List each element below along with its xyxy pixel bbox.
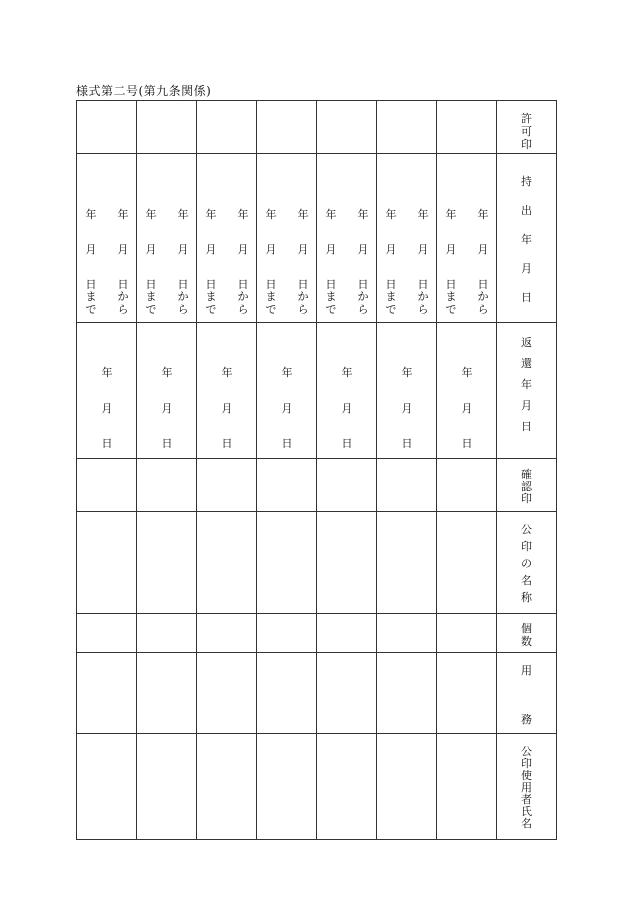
seal-name-entry-cell[interactable]: [437, 512, 497, 614]
purpose-entry-cell[interactable]: [77, 653, 137, 734]
until-day-label: 日 ま で: [325, 278, 337, 316]
start-year-label: 年: [325, 208, 337, 221]
count-label: 個 数: [521, 622, 532, 648]
return-month-label: 月: [461, 402, 473, 415]
until-day-label: 日 ま で: [85, 278, 97, 316]
user-name-entry-cell[interactable]: [77, 734, 137, 840]
return-day-label: 日: [281, 437, 293, 450]
form-row-permit-seal: [77, 101, 557, 154]
confirm-seal-entry-cell[interactable]: [437, 459, 497, 512]
permit-seal-entry-cell[interactable]: [197, 101, 257, 154]
start-year-label: 年: [85, 208, 97, 221]
return-date-entry-cell[interactable]: [77, 323, 137, 459]
return-date-label: 返 還 年 月 日: [521, 336, 532, 433]
takeout-date-entry-cell[interactable]: [137, 154, 197, 323]
row-header-purpose: [497, 653, 557, 734]
row-header-permit-seal: [497, 101, 557, 154]
takeout-date-entry-cell[interactable]: [317, 154, 377, 323]
return-month-label: 月: [101, 402, 113, 415]
start-month-label: 月: [325, 243, 337, 256]
user-name-entry-cell[interactable]: [377, 734, 437, 840]
until-day-label: 日 ま で: [445, 278, 457, 316]
return-year-label: 年: [221, 366, 233, 379]
start-year-label: 年: [265, 208, 277, 221]
return-year-label: 年: [161, 366, 173, 379]
count-entry-cell[interactable]: [317, 614, 377, 653]
end-month-label: 月: [357, 243, 369, 256]
seal-name-entry-cell[interactable]: [197, 512, 257, 614]
from-day-label: 日 か ら: [117, 278, 129, 316]
end-year-label: 年: [237, 208, 249, 221]
permit-seal-entry-cell[interactable]: [137, 101, 197, 154]
user-name-entry-cell[interactable]: [437, 734, 497, 840]
return-day-label: 日: [221, 437, 233, 450]
permit-seal-entry-cell[interactable]: [257, 101, 317, 154]
confirm-seal-entry-cell[interactable]: [317, 459, 377, 512]
takeout-date-entry-cell[interactable]: [197, 154, 257, 323]
return-month-label: 月: [401, 402, 413, 415]
count-entry-cell[interactable]: [197, 614, 257, 653]
start-year-label: 年: [205, 208, 217, 221]
start-month-label: 月: [385, 243, 397, 256]
return-year-label: 年: [341, 366, 353, 379]
takeout-date-entry-cell[interactable]: [437, 154, 497, 323]
end-month-label: 月: [237, 243, 249, 256]
confirm-seal-label: 確 認 印: [521, 468, 532, 505]
purpose-entry-cell[interactable]: [317, 653, 377, 734]
takeout-date-entry-cell[interactable]: [77, 154, 137, 323]
count-entry-cell[interactable]: [137, 614, 197, 653]
count-entry-cell[interactable]: [77, 614, 137, 653]
seal-name-entry-cell[interactable]: [77, 512, 137, 614]
return-date-entry-cell[interactable]: [317, 323, 377, 459]
confirm-seal-entry-cell[interactable]: [377, 459, 437, 512]
confirm-seal-entry-cell[interactable]: [197, 459, 257, 512]
end-year-label: 年: [297, 208, 309, 221]
seal-name-entry-cell[interactable]: [257, 512, 317, 614]
form-row-takeout-date: [77, 154, 557, 323]
start-year-label: 年: [385, 208, 397, 221]
start-month-label: 月: [85, 243, 97, 256]
form-row-purpose: [77, 653, 557, 734]
row-header-user-name: [497, 734, 557, 840]
form-row-user-name: [77, 734, 557, 840]
form-title: 様式第二号(第九条関係): [76, 84, 212, 98]
until-day-label: 日 ま で: [265, 278, 277, 316]
purpose-entry-cell[interactable]: [137, 653, 197, 734]
confirm-seal-entry-cell[interactable]: [77, 459, 137, 512]
start-month-label: 月: [145, 243, 157, 256]
until-day-label: 日 ま で: [385, 278, 397, 316]
row-header-confirm-seal: [497, 459, 557, 512]
takeout-date-entry-cell[interactable]: [257, 154, 317, 323]
purpose-entry-cell[interactable]: [377, 653, 437, 734]
end-month-label: 月: [477, 243, 489, 256]
permit-seal-label: 許 可 印: [521, 112, 532, 151]
start-year-label: 年: [145, 208, 157, 221]
row-header-count: [497, 614, 557, 653]
return-month-label: 月: [341, 402, 353, 415]
permit-seal-entry-cell[interactable]: [317, 101, 377, 154]
user-name-entry-cell[interactable]: [317, 734, 377, 840]
until-day-label: 日 ま で: [145, 278, 157, 316]
return-day-label: 日: [161, 437, 173, 450]
form-row-confirm-seal: [77, 459, 557, 512]
return-day-label: 日: [341, 437, 353, 450]
return-date-entry-cell[interactable]: [377, 323, 437, 459]
purpose-entry-cell[interactable]: [437, 653, 497, 734]
form-row-return-date: [77, 323, 557, 459]
end-month-label: 月: [117, 243, 129, 256]
until-day-label: 日 ま で: [205, 278, 217, 316]
user-name-entry-cell[interactable]: [197, 734, 257, 840]
end-month-label: 月: [297, 243, 309, 256]
permit-seal-entry-cell[interactable]: [377, 101, 437, 154]
user-name-label: 公 印 使 用 者 氏 名: [521, 745, 532, 830]
return-date-entry-cell[interactable]: [197, 323, 257, 459]
return-date-entry-cell[interactable]: [437, 323, 497, 459]
confirm-seal-entry-cell[interactable]: [257, 459, 317, 512]
return-day-label: 日: [101, 437, 113, 450]
form-row-seal-name: [77, 512, 557, 614]
end-month-label: 月: [177, 243, 189, 256]
start-month-label: 月: [445, 243, 457, 256]
return-month-label: 月: [281, 402, 293, 415]
seal-name-entry-cell[interactable]: [137, 512, 197, 614]
return-day-label: 日: [401, 437, 413, 450]
count-entry-cell[interactable]: [257, 614, 317, 653]
end-year-label: 年: [117, 208, 129, 221]
user-name-entry-cell[interactable]: [257, 734, 317, 840]
confirm-seal-entry-cell[interactable]: [137, 459, 197, 512]
seal-usage-form-table: [76, 100, 557, 840]
return-month-label: 月: [161, 402, 173, 415]
return-month-label: 月: [221, 402, 233, 415]
permit-seal-entry-cell[interactable]: [77, 101, 137, 154]
return-year-label: 年: [101, 366, 113, 379]
from-day-label: 日 か ら: [357, 278, 369, 316]
seal-name-entry-cell[interactable]: [317, 512, 377, 614]
count-entry-cell[interactable]: [437, 614, 497, 653]
count-entry-cell[interactable]: [377, 614, 437, 653]
takeout-date-label: 持 出 年 月 日: [521, 175, 532, 304]
return-day-label: 日: [461, 437, 473, 450]
seal-name-label: 公 印 の 名 称: [521, 523, 532, 604]
purpose-label: 用 務: [521, 664, 532, 726]
purpose-entry-cell[interactable]: [197, 653, 257, 734]
row-header-takeout-date: [497, 154, 557, 323]
permit-seal-entry-cell[interactable]: [437, 101, 497, 154]
from-day-label: 日 か ら: [477, 278, 489, 316]
return-date-entry-cell[interactable]: [257, 323, 317, 459]
from-day-label: 日 か ら: [417, 278, 429, 316]
return-year-label: 年: [461, 366, 473, 379]
return-year-label: 年: [401, 366, 413, 379]
end-year-label: 年: [417, 208, 429, 221]
takeout-date-entry-cell[interactable]: [377, 154, 437, 323]
from-day-label: 日 か ら: [297, 278, 309, 316]
start-month-label: 月: [265, 243, 277, 256]
from-day-label: 日 か ら: [237, 278, 249, 316]
start-month-label: 月: [205, 243, 217, 256]
user-name-entry-cell[interactable]: [137, 734, 197, 840]
end-year-label: 年: [177, 208, 189, 221]
seal-name-entry-cell[interactable]: [377, 512, 437, 614]
end-year-label: 年: [357, 208, 369, 221]
purpose-entry-cell[interactable]: [257, 653, 317, 734]
form-row-count: [77, 614, 557, 653]
end-year-label: 年: [477, 208, 489, 221]
return-year-label: 年: [281, 366, 293, 379]
row-header-return-date: [497, 323, 557, 459]
row-header-seal-name: [497, 512, 557, 614]
end-month-label: 月: [417, 243, 429, 256]
from-day-label: 日 か ら: [177, 278, 189, 316]
start-year-label: 年: [445, 208, 457, 221]
return-date-entry-cell[interactable]: [137, 323, 197, 459]
